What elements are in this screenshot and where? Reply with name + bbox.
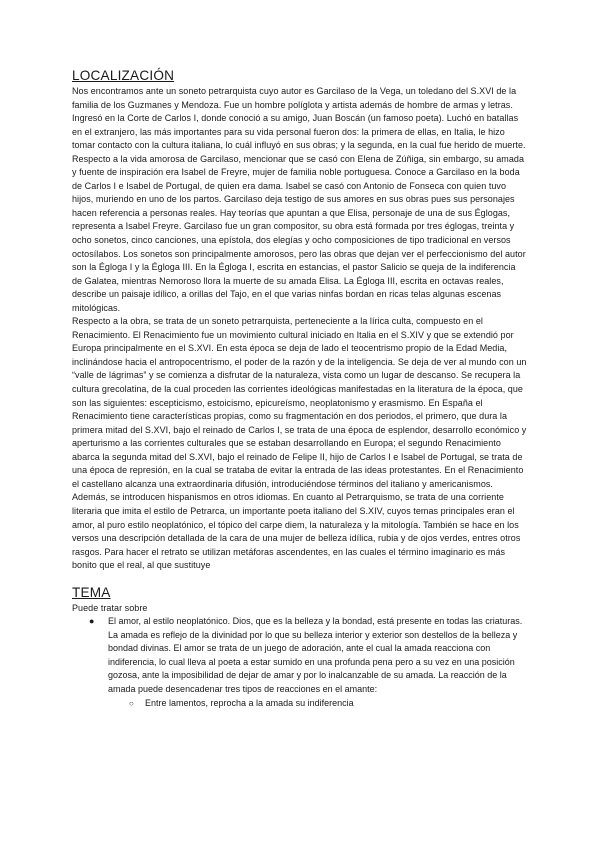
localizacion-paragraph-author: Nos encontramos ante un soneto petrarquista cuyo autor es Garcilaso de la Vega, un toledano del S.XVI de la familia de los Guzmanes y Mendoza. Fue un hombre políglota y artista además de hombre de armas y letras. Ingresó en la Corte de Carlos I, donde conoció a su amigo, Juan Boscán (un famoso poeta). Luchó en batallas en el extranjero, las más importantes para su vida personal fueron dos: la primera de ellas, en Italia, le hizo tomar contacto con la cultura italiana, lo cuál influyó en sus obras; y la segunda, en la cual fue herido de muerte. Respecto a la vida amorosa de Garcilaso, mencionar que se casó con Elena de Zúñiga, sin embargo, su amada y fuente de inspiración era Isabel de Freyre, mujer de familia noble portuguesa. Conoce a Garcilaso en la boda de Carlos I e Isabel de Portugal, de quien era dama. Isabel se casó con Antonio de Fonseca con quien tuvo hijos, muriendo en uno de los partos. Garcilaso deja testigo de sus amores en sus obras pues sus personajes hacen referencia a personas reales. Hay teorías que apuntan a que Elisa, personaje de una de sus Églogas, representa a Isabel Freyre. Garcilaso fue un gran compositor, su obra está formada por tres églogas, treinta y ocho sonetos, cinco canciones, una epístola, dos elegías y ocho composiciones de tipo tradicional en versos octosílabos. Los sonetos son principalmente amorosos, pero las obras que dejan ver el perfeccionismo del autor son la Égloga I y la Égloga III. En la Égloga I, escrita en estancias, el pastor Salicio se queja de la indiferencia de Galatea, mientras Nemoroso llora la muerte de su amada Elisa. La Égloga III, escrita en octavas reales, describe un paisaje idílico, a orillas del Tajo, en el que varias ninfas bordan en ricas telas algunas escenas mitológicas. — [72, 86, 526, 313]
list-item — [72, 615, 528, 710]
section-spacer — [72, 573, 528, 585]
sub-list-item-text: Entre lamentos, reprocha a la amada su indiferencia — [145, 697, 354, 708]
sub-list-item — [108, 697, 528, 711]
sub-list — [108, 697, 528, 711]
document-page — [72, 68, 528, 710]
section-heading-localizacion: LOCALIZACIÓN — [72, 68, 175, 83]
hollow-bullet-icon: ○ — [129, 698, 134, 708]
tema-list — [72, 615, 528, 710]
tema-intro: Puede tratar sobre — [72, 602, 148, 613]
list-item-text: El amor, al estilo neoplatónico. Dios, que es la belleza y la bondad, está presente en todas las criaturas. La amada es reflejo de la divinidad por lo que su belleza interior y exterior son destellos de la belleza y bondad divinas. El amor se trata de un juego de adoración, ante el cual la amada reacciona con indiferencia, lo cual lleva al poeta a estar sumido en una profunda pena pero a su vez en una posición gozosa, ante la imposibilidad de dejar de amar y por lo inalcanzable de su amada. La reacción de la amada puede desencadenar tres tipos de reacciones en el amante: — [108, 616, 523, 694]
localizacion-paragraph-context: Respecto a la obra, se trata de un soneto petrarquista, perteneciente a la lírica culta, compuesto en el Renacimiento. El Renacimiento fue un movimiento cultural iniciado en Italia en el S.XIV y que se extendió por Europa principalmente en el S.XVI. En esta época se deja de lado el teocentrismo propio de la Edad Media, inclinándose hacia el antropocentrismo, el poder de la razón y de la inteligencia. Se deja de ver al mundo con un “valle de lágrimas” y se comienza a disfrutar de la naturaleza, vista como un lugar de descanso. Se recupera la cultura grecolatina, de la cual proceden las corrientes ideológicas manifestadas en la literatura de la época, que son las siguientes: escepticismo, estoicismo, epicureísmo, neoplatonismo y erasmismo. En España el Renacimiento tiene características propias, como su fragmentación en dos periodos, el primero, que dura la primera mitad del S.XVI, bajo el reinado de Carlos I, se trata de una época de esplendor, desarrollo económico y aperturismo a las corrientes culturales que se estaban desarrollando en Europa; el segundo Renacimiento abarca la segunda mitad del S.XVI, bajo el reinado de Felipe II, hijo de Carlos I e Isabel de Portugal, se trata de una época de represión, en la cual se trataba de evitar la entrada de las ideas protestantes. En el Renacimiento el castellano alcanza una extraordinaria difusión, introduciéndose términos del italiano y americanismos. Además, se introducen hispanismos en otros idiomas. En cuanto al Petrarquismo, se trata de una corriente literaria que imita el estilo de Petrarca, un importante poeta italiano del S.XIV, cuyos temas principales eran el amor, al puro estilo neoplatónico, el tópico del carpe diem, la naturaleza y la mitología. También se hace en los versos una descripción detallada de la cara de una mujer de belleza idílica, rubia y de ojos verdes, entres otros rasgos. Para hacer el retrato se utilizan metáforas ascendentes, en las cuales el término imaginario es más bonito que el real, al que sustituye — [72, 316, 527, 571]
section-heading-tema: TEMA — [72, 584, 111, 600]
bullet-icon: ● — [89, 616, 95, 627]
